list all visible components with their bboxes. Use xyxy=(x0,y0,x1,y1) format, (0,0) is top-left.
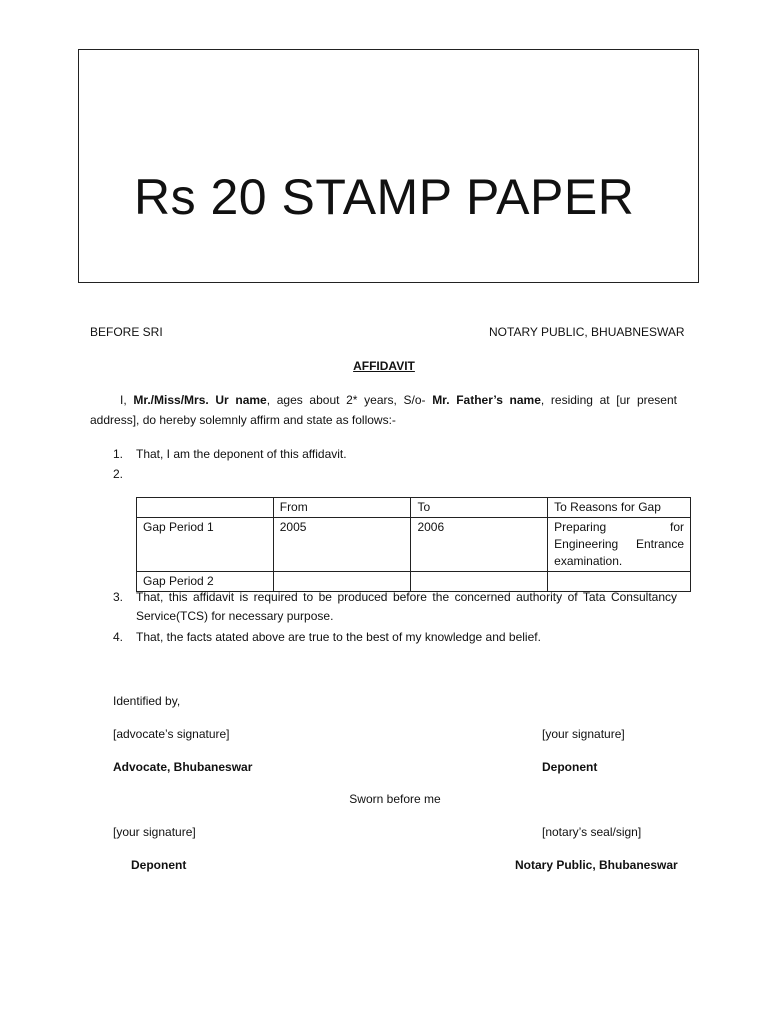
intro-post: , residing at [ur present address], do hereby solemnly affirm and state as follows:- xyxy=(90,393,677,427)
list-num: 1. xyxy=(113,447,124,461)
table-cell: 2006 xyxy=(411,518,548,572)
list-item-text: That, this affidavit is required to be produced before the concerned authority of Tata Consultancy Service(TCS) for necessary purpose. xyxy=(136,590,677,623)
table-header-cell: To Reasons for Gap xyxy=(548,498,691,518)
table-header-cell xyxy=(137,498,274,518)
intro-mid: , ages about 2* years, S/o- xyxy=(266,393,433,407)
table-row xyxy=(137,518,691,572)
list-num: 4. xyxy=(113,630,124,644)
deponent-label: Deponent xyxy=(542,760,598,774)
your-signature: [your signature] xyxy=(113,825,196,839)
identified-by: Identified by, xyxy=(113,694,181,708)
your-signature: [your signature] xyxy=(542,727,625,741)
advocate-signature: [advocate’s signature] xyxy=(113,727,230,741)
notary-header: NOTARY PUBLIC, BHUABNESWAR xyxy=(489,325,685,339)
table-header-cell: To xyxy=(411,498,548,518)
gap-table xyxy=(136,497,691,592)
list-num: 3. xyxy=(113,590,124,604)
intro-pre: I, xyxy=(120,393,134,407)
stamp-paper-box xyxy=(78,49,699,283)
stamp-title: Rs 20 STAMP PAPER xyxy=(134,169,635,225)
sworn-before-me: Sworn before me xyxy=(349,792,441,806)
intro-father: Mr. Father’s name xyxy=(432,393,541,407)
notary-public-label: Notary Public, Bhubaneswar xyxy=(515,858,678,872)
table-cell: Gap Period 1 xyxy=(137,518,274,572)
before-label: BEFORE SRI xyxy=(90,325,163,339)
doc-title: AFFIDAVIT xyxy=(353,359,415,373)
intro-name: Mr./Miss/Mrs. Ur name xyxy=(133,393,267,407)
table-header-cell: From xyxy=(273,498,411,518)
list-num: 2. xyxy=(113,467,124,481)
table-cell: Gap Period 2 xyxy=(137,572,274,592)
table-cell: Preparing for Engineering Entrance examination. xyxy=(548,518,691,572)
notary-seal: [notary’s seal/sign] xyxy=(542,825,642,839)
intro-paragraph xyxy=(90,390,677,430)
deponent-label: Deponent xyxy=(131,858,187,872)
list-item-text: That, the facts atated above are true to the best of my knowledge and belief. xyxy=(136,630,541,644)
advocate-label: Advocate, Bhubaneswar xyxy=(113,760,253,774)
table-header-row xyxy=(137,498,691,518)
table-cell: 2005 xyxy=(273,518,411,572)
list-item-text: That, I am the deponent of this affidavit. xyxy=(136,447,347,461)
